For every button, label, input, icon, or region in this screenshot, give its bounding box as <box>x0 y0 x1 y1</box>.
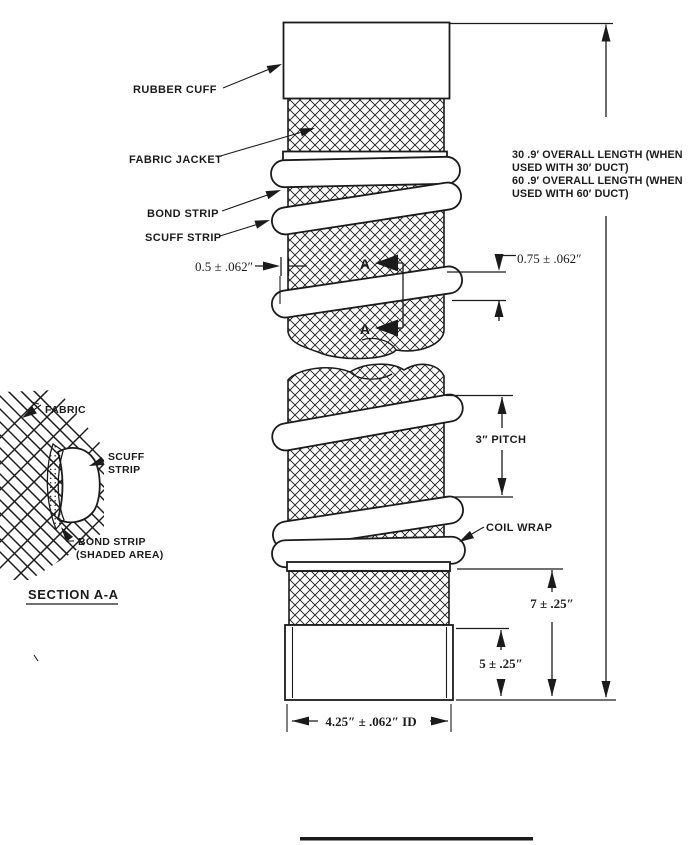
coil-wrap-label: COIL WRAP <box>486 522 553 534</box>
offset-dim-text: 0.5 ± .062″ <box>194 259 253 274</box>
section-cut-letter-bottom: A <box>359 321 370 337</box>
fabric-jacket-bottom <box>289 571 449 625</box>
scuff-strip-label: SCUFF STRIP <box>145 232 222 244</box>
scuff-strip-arrowhead <box>254 216 271 229</box>
bond-strip-arrowhead <box>265 186 282 199</box>
overall-note-line4: USED WITH 60′ DUCT) <box>512 188 629 200</box>
overall-note-line3: 60 .9′ OVERALL LENGTH (WHEN <box>512 175 683 187</box>
bond-strip-shaded-area <box>47 444 64 529</box>
dim5-arrow-up <box>497 630 506 647</box>
dim5-text: 5 ± .25″ <box>479 656 523 671</box>
dim5-arrow-down <box>497 679 506 696</box>
pitch-arrow-up <box>498 397 507 414</box>
id-dim-text: 4.25″ ± .062″ ID <box>325 714 417 729</box>
section-cut-letter-top: A <box>359 256 370 272</box>
width-arrow-down <box>495 254 504 271</box>
scuff-strip-section-dome <box>58 448 100 522</box>
coil-wrap-tube-1 <box>271 157 461 188</box>
width-dim-text: 0.75 ± .062″ <box>517 251 582 266</box>
pitch-label: 3″ PITCH <box>475 434 527 446</box>
rubber-cuff-top <box>284 23 450 99</box>
id-arrow-left <box>292 717 309 726</box>
pitch-arrow-down <box>498 478 507 495</box>
rubber-cuff-arrowhead <box>267 60 284 74</box>
overall-arrow-up <box>602 25 611 42</box>
fabric-jacket-label: FABRIC JACKET <box>129 154 223 166</box>
scuff-section-label-1: SCUFF <box>108 451 145 463</box>
rubber-cuff-bottom <box>285 625 453 700</box>
rubber-cuff-label: RUBBER CUFF <box>133 84 217 96</box>
bond-section-label-1: BOND STRIP <box>78 536 146 548</box>
duct-drawing <box>270 23 465 701</box>
overall-note-line2: USED WITH 30′ DUCT) <box>512 162 629 174</box>
offset-arrowhead <box>263 262 280 271</box>
stray-mark <box>34 655 38 661</box>
section-title: SECTION A-A <box>28 587 119 602</box>
bond-strip-label: BOND STRIP <box>147 208 219 220</box>
fabric-section-label: FABRIC <box>45 404 86 416</box>
dim7-text: 7 ± .25″ <box>530 596 574 611</box>
overall-arrow-down <box>602 681 611 698</box>
dim7-arrow-up <box>548 571 557 588</box>
id-arrow-right <box>431 717 448 726</box>
section-aa-view <box>0 382 238 661</box>
page-separator-bar <box>300 837 533 841</box>
scuff-section-label-2: STRIP <box>108 464 141 476</box>
bond-section-label-2: (SHADED AREA) <box>76 549 164 561</box>
bond-strip-band-lower <box>287 562 450 571</box>
dim7-arrow-down <box>548 679 557 696</box>
overall-note-line1: 30 .9′ OVERALL LENGTH (WHEN <box>512 149 683 161</box>
